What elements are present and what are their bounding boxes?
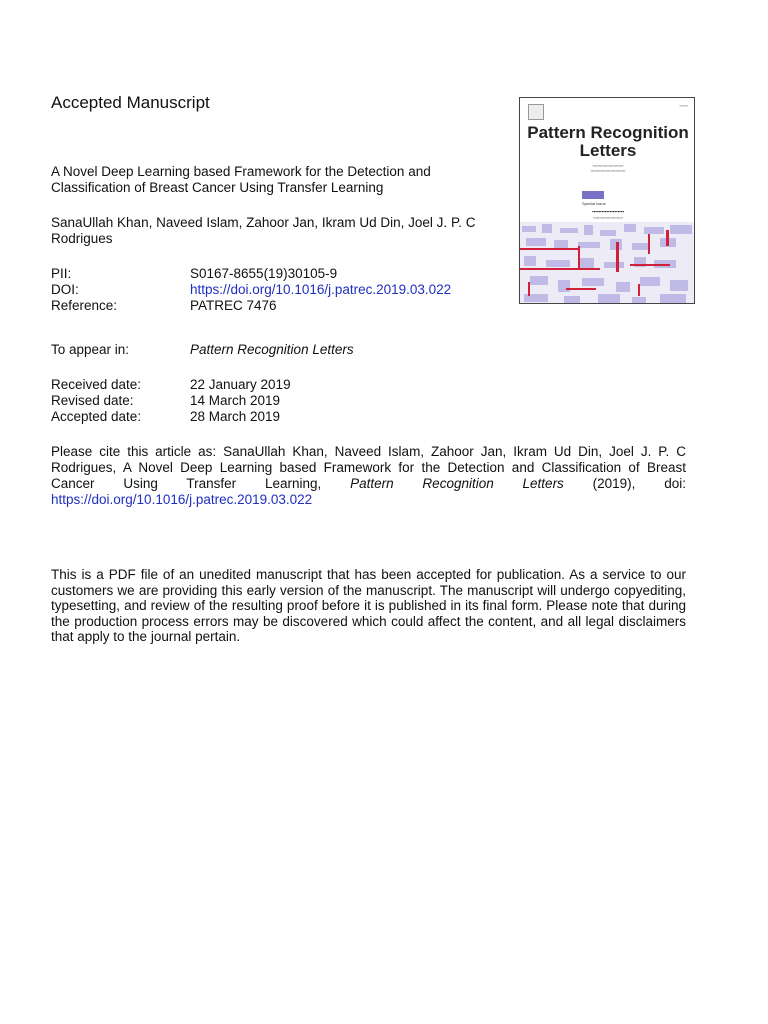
- reference-row: [51, 298, 451, 314]
- doi-label: DOI:: [51, 282, 79, 297]
- pii-row: [51, 266, 451, 282]
- accepted-value: 28 March 2019: [190, 409, 281, 424]
- received-row: [51, 377, 291, 393]
- cover-issue-tag: [582, 191, 604, 199]
- dates-block: [51, 377, 291, 425]
- citation-journal: Pattern Recognition Letters: [350, 476, 564, 491]
- article-title: A Novel Deep Learning based Framework for the Detection and Classification of Breast Cancer Using Transfer Learning: [51, 164, 431, 195]
- citation-doi-link[interactable]: https://doi.org/10.1016/j.patrec.2019.03.022: [51, 492, 313, 507]
- citation-text: Please cite this article as: SanaUllah Khan, Naveed Islam, Zahoor Jan, Ikram Ud Din, Joel J. P. C Rodrigues, A Novel Deep Learning based Framework for the Detection and Classification of Breast Cancer Using Transfer Learning,: [51, 444, 686, 491]
- appear-row: [51, 342, 354, 358]
- reference-label: Reference:: [51, 298, 118, 313]
- cover-fine-print: ▪▪▪▪▪▪▪▪▪▪▪▪▪▪▪▪▪▪▪▪▪▪▪▪▪: [592, 164, 624, 168]
- elsevier-logo-icon: [528, 104, 544, 120]
- identifier-block: [51, 266, 451, 314]
- cover-journal-name: Pattern Recognition Letters: [527, 123, 689, 160]
- pii-value: S0167-8655(19)30105-9: [190, 266, 338, 281]
- appear-block: [51, 342, 354, 358]
- cover-guest-editors: ▪▪▪▪▪▪▪▪▪▪▪▪▪▪▪▪▪▪▪▪▪▪▪▪: [593, 216, 623, 220]
- appear-journal: Pattern Recognition Letters: [190, 342, 354, 357]
- article-authors: SanaUllah Khan, Naveed Islam, Zahoor Jan, Ikram Ud Din, Joel J. P. C Rodrigues: [51, 215, 476, 246]
- page-heading: Accepted Manuscript: [51, 93, 210, 112]
- cover-fine-print-2: ▪▪▪▪▪▪▪▪▪▪▪▪▪▪▪▪▪▪▪▪▪▪▪▪▪▪▪▪: [590, 169, 626, 173]
- reference-value: PATREC 7476: [190, 298, 277, 313]
- received-label: Received date:: [51, 377, 142, 392]
- notice-paragraph: This is a PDF file of an unedited manuscript that has been accepted for publication. As a service to our customers we are providing this early version of the manuscript. The manuscript will undergo copyediting, typesetting, and review of the resulting proof before it is published in its final form. Please note that during the production process errors may be discovered which could affect the content, and all legal disclaimers that apply to the journal pertain.: [51, 567, 686, 644]
- cover-special-issue: Special Issue: [582, 201, 606, 206]
- accepted-label: Accepted date:: [51, 409, 142, 424]
- doi-link[interactable]: https://doi.org/10.1016/j.patrec.2019.03.022: [190, 282, 452, 297]
- revised-value: 14 March 2019: [190, 393, 281, 408]
- accepted-row: [51, 409, 291, 425]
- revised-row: [51, 393, 291, 409]
- cover-issn-mark: ▪▪▪▪▪▪: [679, 103, 688, 108]
- pii-label: PII:: [51, 266, 72, 281]
- received-value: 22 January 2019: [190, 377, 291, 392]
- journal-cover: [519, 97, 695, 304]
- citation-suffix: (2019), doi:: [563, 476, 686, 491]
- cover-subject-line: ▪▪▪▪▪▪▪▪▪▪▪▪▪▪▪▪▪▪▪▪: [592, 209, 624, 214]
- appear-label: To appear in:: [51, 342, 130, 357]
- doi-row: [51, 282, 451, 298]
- citation-paragraph: [51, 444, 686, 508]
- revised-label: Revised date:: [51, 393, 134, 408]
- cover-artwork: [520, 222, 695, 304]
